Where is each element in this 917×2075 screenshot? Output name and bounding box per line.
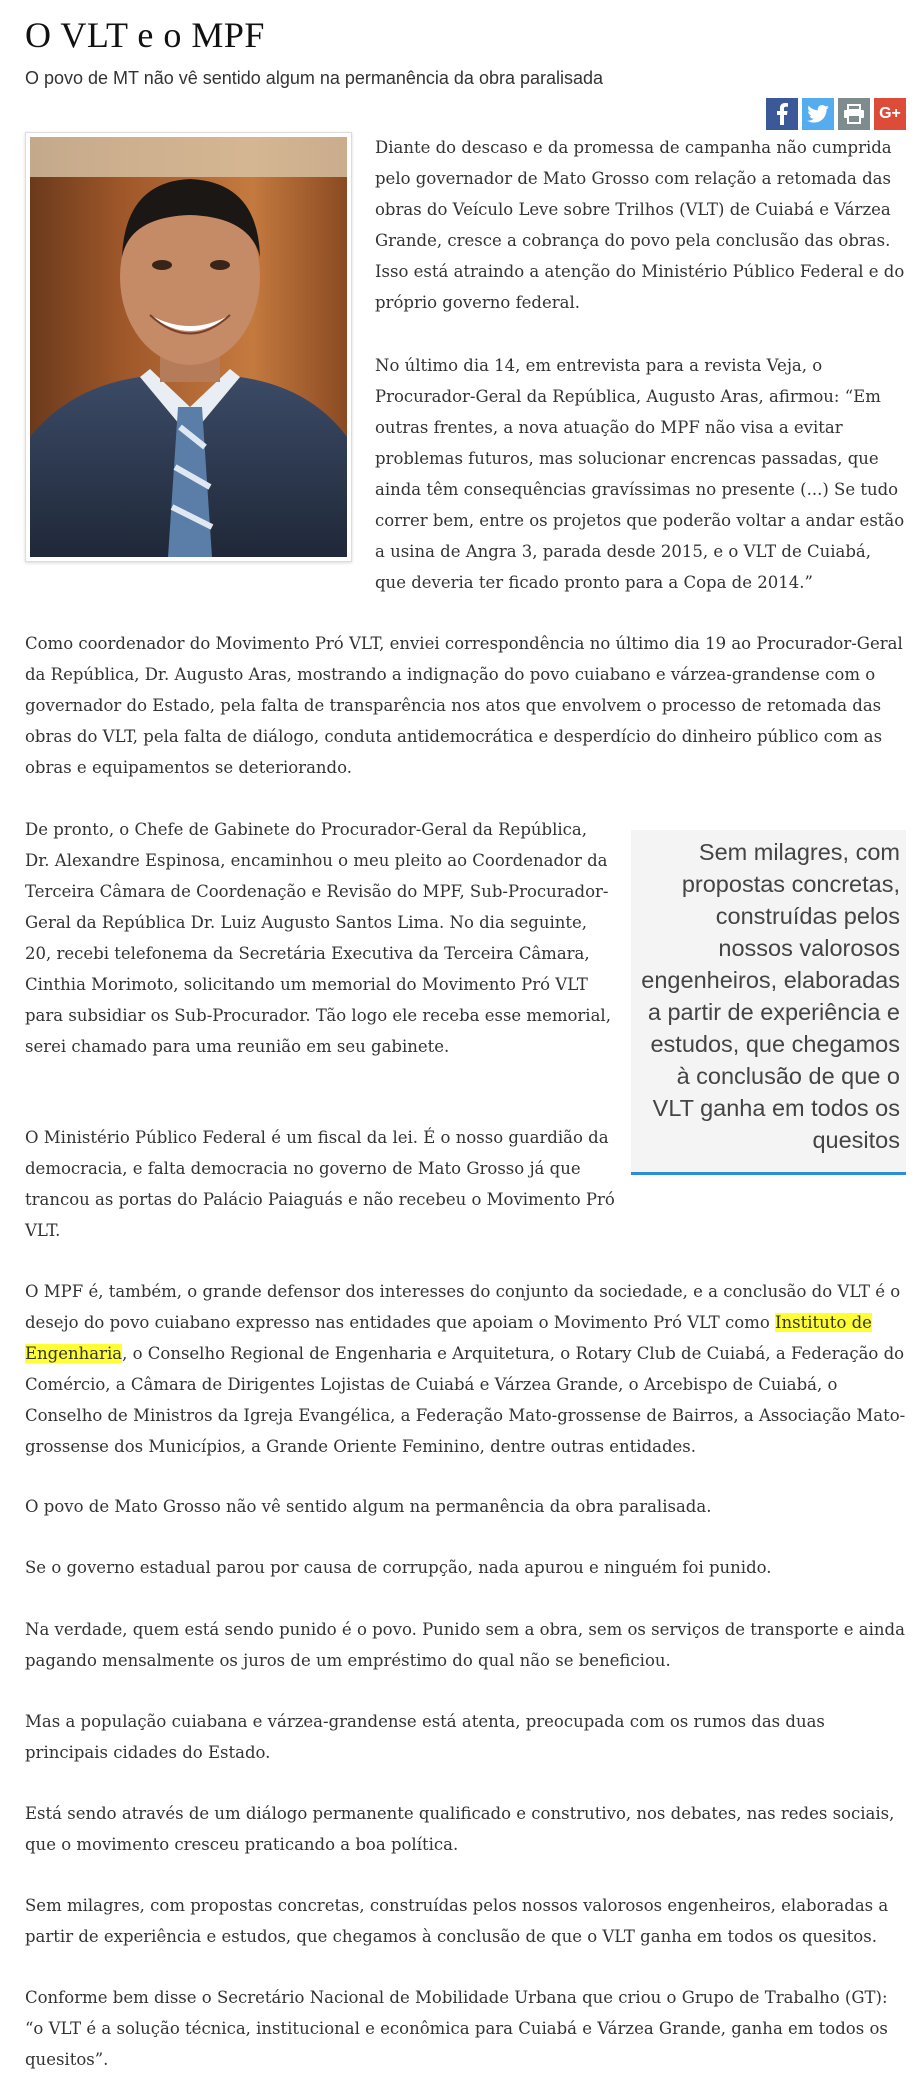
paragraph-1: Diante do descaso e da promessa de campanha não cumprida pelo governador de Mato Grosso com relação a retomada das obras do Veículo Leve sobre Trilhos (VLT) de Cuiabá e Várzea Grande, cresce a cobrança do povo pela conclusão das obras. Isso está atraindo a atenção do Ministério Público Federal e do próprio governo federal. [375, 138, 905, 312]
twitter-icon [807, 105, 829, 123]
author-photo [25, 132, 352, 562]
print-button[interactable] [838, 98, 870, 130]
google-plus-share-button[interactable]: G+ [874, 98, 906, 130]
paragraph-11: Está sendo através de um diálogo permanente qualificado e construtivo, nos debates, nas redes sociais, que o movimento cresceu praticando a boa política. [25, 1804, 895, 1854]
article-title: O VLT e o MPF [25, 15, 265, 55]
paragraph-3: Como coordenador do Movimento Pró VLT, enviei correspondência no último dia 19 ao Procurador-Geral da República, Dr. Augusto Aras, mostrando a indignação do povo cuiabano e várzea-grandense com o governador do Estado, pela falta de transparência nos atos que envolvem o processo de retomada das obras do VLT, pela falta de diálogo, conduta antidemocrática e desperdício do dinheiro público com as obras e equipamentos se deteriorando. [25, 634, 903, 777]
article-subtitle: O povo de MT não vê sentido algum na permanência da obra paralisada [25, 68, 604, 88]
facebook-icon [774, 103, 790, 125]
paragraph-7: O povo de Mato Grosso não vê sentido algum na permanência da obra paralisada. [25, 1497, 712, 1516]
paragraph-5: O Ministério Público Federal é um fiscal da lei. É o nosso guardião da democracia, e falta democracia no governo de Mato Grosso já que trancou as portas do Palácio Paiaguás e não recebeu o Movimento Pró VLT. [25, 1128, 615, 1240]
printer-icon [843, 104, 865, 124]
share-buttons [766, 98, 906, 130]
facebook-share-button[interactable] [766, 98, 798, 130]
portrait-photo [30, 137, 347, 557]
paragraph-8: Se o governo estadual parou por causa de corrupção, nada apurou e ninguém foi punido. [25, 1558, 772, 1577]
paragraph-4: De pronto, o Chefe de Gabinete do Procurador-Geral da República, Dr. Alexandre Espinosa, encaminhou o meu pleito ao Coordenador da Terceira Câmara de Coordenação e Revisão do MPF, Sub-Procurador-Geral da República Dr. Luiz Augusto Santos Lima. No dia seguinte, 20, recebi telefonema da Secretária Executiva da Terceira Câmara, Cinthia Morimoto, solicitando um memorial do Movimento Pró VLT para subsidiar os Sub-Procurador. Tão logo ele receba esse memorial, serei chamado para uma reunião em seu gabinete. [25, 820, 611, 1056]
paragraph-10: Mas a população cuiabana e várzea-grandense está atenta, preocupada com os rumos das duas principais cidades do Estado. [25, 1712, 825, 1762]
twitter-share-button[interactable] [802, 98, 834, 130]
paragraph-6-text-start: O MPF é, também, o grande defensor dos interesses do conjunto da sociedade, e a conclusão do VLT é o desejo do povo cuiabano expresso nas entidades que apoiam o Movimento Pró VLT como [25, 1282, 901, 1332]
paragraph-9: Na verdade, quem está sendo punido é o povo. Punido sem a obra, sem os serviços de transporte e ainda pagando mensalmente os juros de um empréstimo do qual não se beneficiou. [25, 1620, 905, 1670]
paragraph-12: Sem milagres, com propostas concretas, construídas pelos nossos valorosos engenheiros, elaboradas a partir de experiência e estudos, que chegamos à conclusão de que o VLT ganha em todos os quesitos. [25, 1896, 889, 1946]
paragraph-6 [25, 1276, 906, 1462]
paragraph-2: No último dia 14, em entrevista para a revista Veja, o Procurador-Geral da República, Augusto Aras, afirmou: “Em outras frentes, a nova atuação do MPF não visa a evitar problemas futuros, mas solucionar encrencas passadas, que ainda têm consequências gravíssimas no presente (...) Se tudo correr bem, entre os projetos que poderão voltar a andar estão a usina de Angra 3, parada desde 2015, e o VLT de Cuiabá, que deveria ter ficado pronto para a Copa de 2014.” [375, 356, 905, 592]
pull-quote: Sem milagres, com propostas concretas, construídas pelos nossos valorosos engenheiros, elaboradas a partir de experiência e estudos, que chegamos à conclusão de que o VLT ganha em todos os quesitos [631, 830, 906, 1175]
highlighted-text: Instituto de Engenharia [25, 1313, 872, 1363]
paragraph-6-text-end: , o Conselho Regional de Engenharia e Arquitetura, o Rotary Club de Cuiabá, a Federação do Comércio, a Câmara de Dirigentes Lojistas de Cuiabá e Várzea Grande, o Arcebispo de Cuiabá, o Conselho de Ministros da Igreja Evangélica, a Federação Mato-grossense de Bairros, a Associação Mato-grossense dos Municípios, a Grande Oriente Feminino, dentre outras entidades. [25, 1344, 906, 1456]
paragraph-13: Conforme bem disse o Secretário Nacional de Mobilidade Urbana que criou o Grupo de Trabalho (GT): “o VLT é a solução técnica, institucional e econômica para Cuiabá e Várzea Grande, ganha em todos os quesitos”. [25, 1988, 888, 2069]
